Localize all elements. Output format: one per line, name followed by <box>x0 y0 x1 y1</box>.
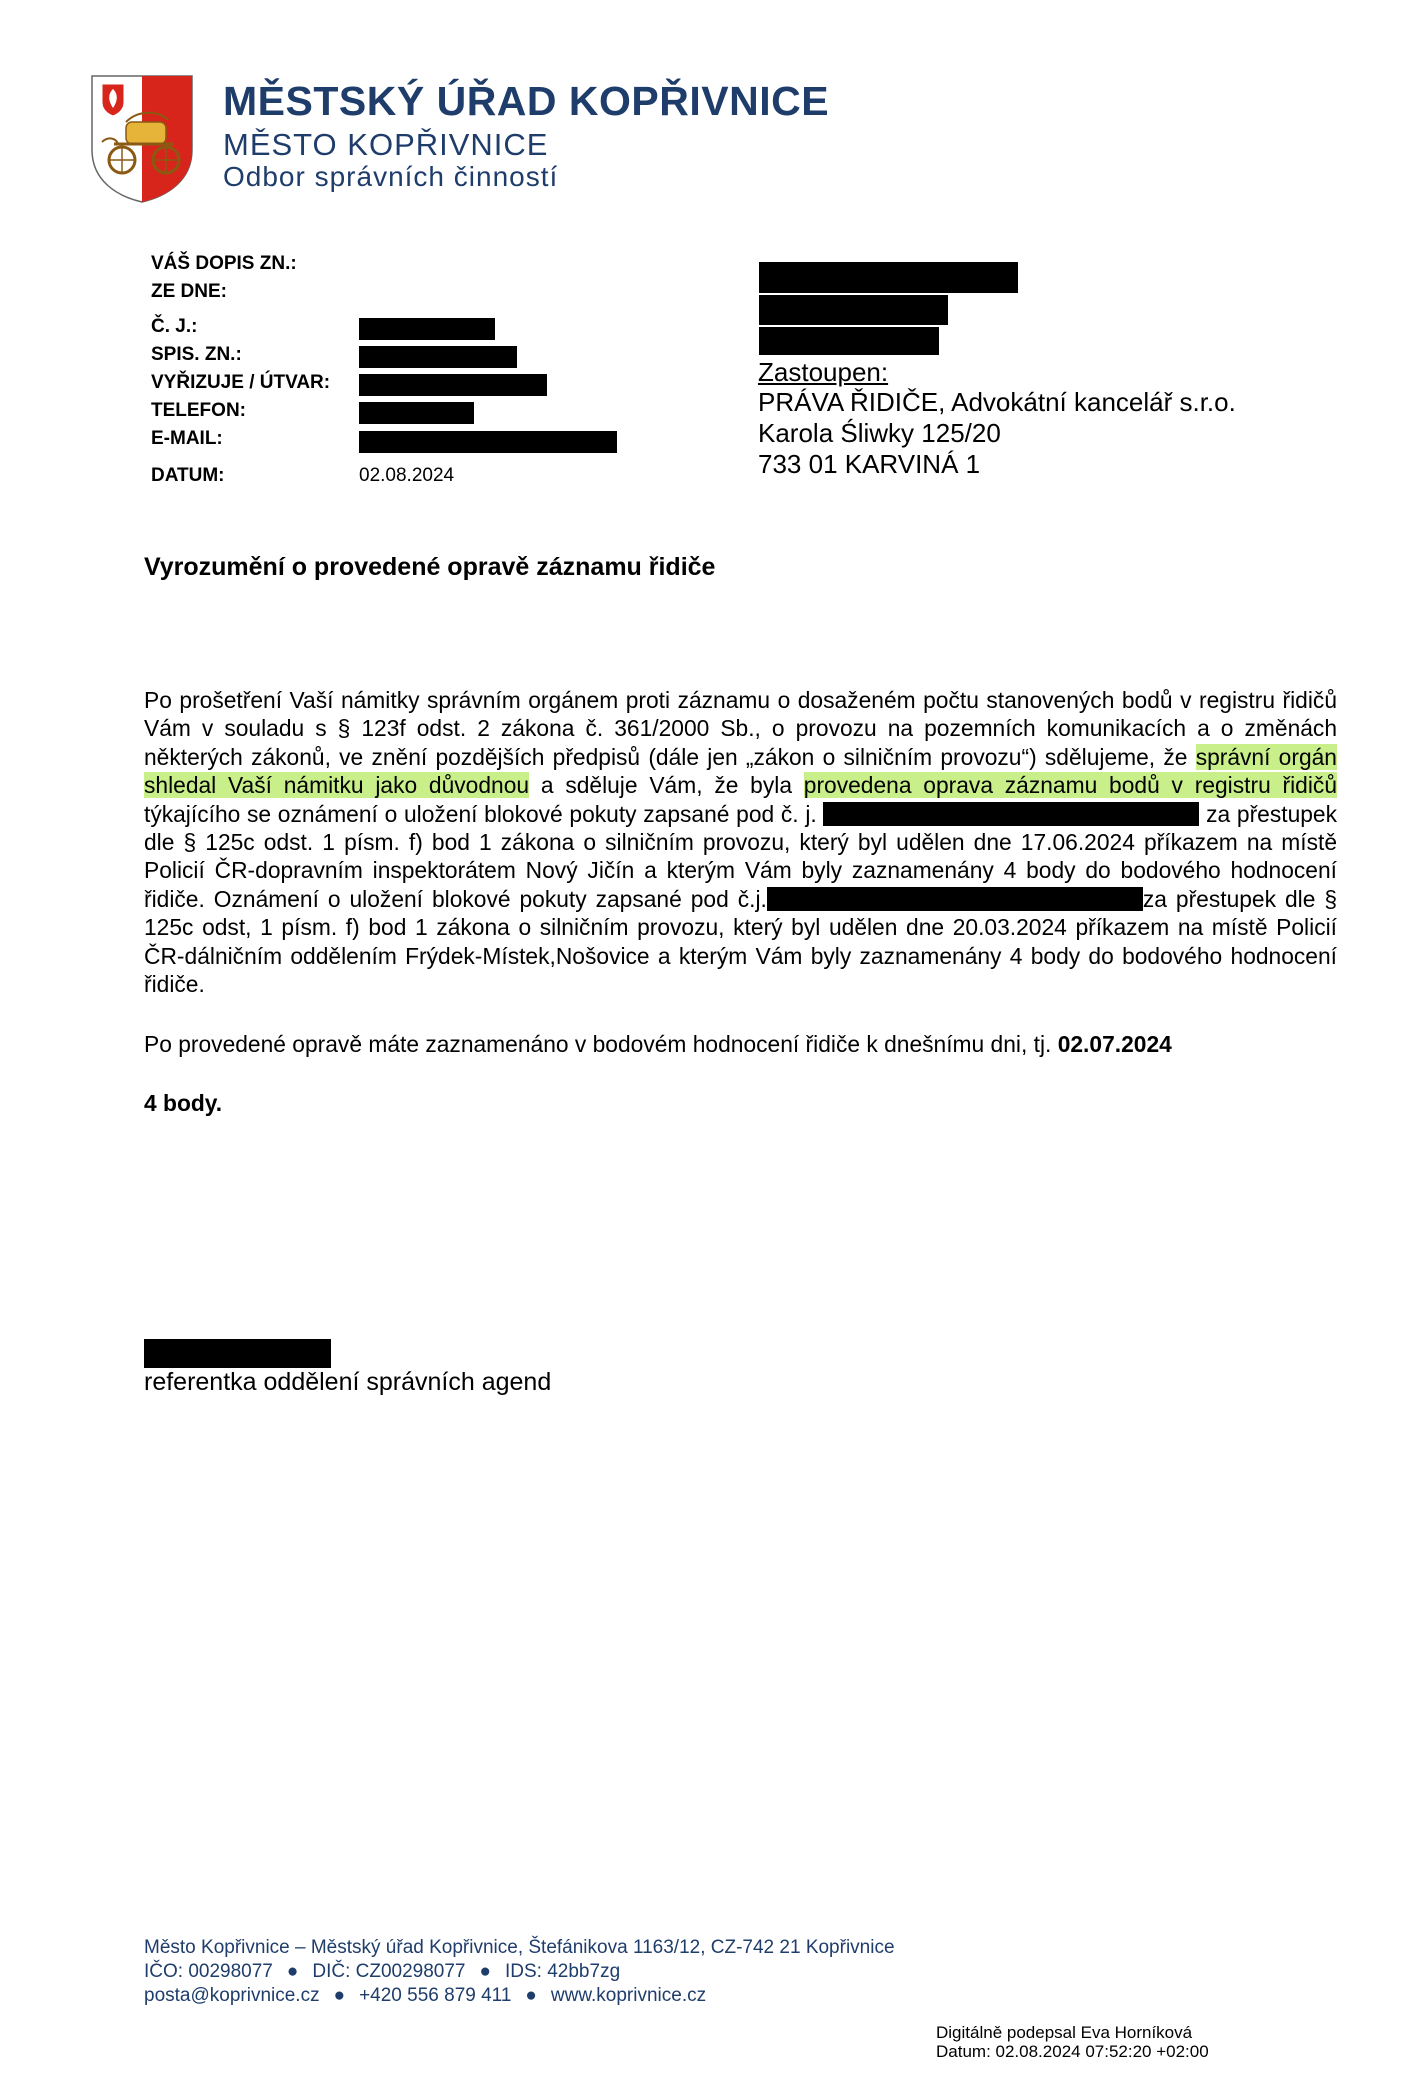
redaction-telefon <box>359 402 474 424</box>
datum-label: DATUM: <box>151 465 225 486</box>
office-subtitle: MĚSTO KOPŘIVNICE <box>223 127 549 162</box>
footer-web[interactable]: www.koprivnice.cz <box>550 1985 707 2006</box>
footer-phone: +420 556 879 411 <box>359 1985 512 2006</box>
redaction-vyrizuje <box>359 374 547 396</box>
bullet-icon: ● <box>479 1961 491 1982</box>
footer-ids: IDS: 42bb7zg <box>505 1961 621 1982</box>
bullet-icon: ● <box>286 1961 299 1982</box>
recipient-name: PRÁVA ŘIDIČE, Advokátní kancelář s.r.o. <box>758 387 1236 417</box>
digital-signature-name: Digitálně podepsal Eva Horníková <box>936 2023 1193 2042</box>
spis-label: SPIS. ZN.: <box>151 344 242 365</box>
redaction-case-number-1 <box>823 802 1199 826</box>
footer-email[interactable]: posta@koprivnice.cz <box>144 1985 320 2006</box>
redaction-cj <box>359 318 495 340</box>
footer-ids-line <box>144 1961 620 1983</box>
body-text-a: Po prošetření Vaší námitky správním orgánem proti záznamu o dosaženém počtu stanovených bodů v registru řidičů Vám v souladu s § 123f odst. 2 zákona č. 361/2000 Sb., o provozu na pozemních komunikacích a o změnách některých zákonů, ve znění pozdějších předpisů (dále jen „zákon o silničním provozu“) sdělujeme, že <box>144 687 1337 770</box>
footer-ico: IČO: 00298077 <box>144 1961 273 1982</box>
redaction-recipient-line3 <box>759 327 939 355</box>
redaction-email <box>359 431 617 453</box>
bullet-icon: ● <box>333 1985 346 2006</box>
points-summary-date: 02.07.2024 <box>1057 1031 1172 1057</box>
redaction-spis <box>359 346 517 368</box>
redaction-case-number-2 <box>767 887 1143 911</box>
datum-value: 02.08.2024 <box>359 465 455 486</box>
body-text-b: a sděluje Vám, že byla <box>529 772 804 799</box>
signatory-role: referentka oddělení správních agend <box>144 1368 552 1396</box>
body-paragraph <box>144 686 1337 998</box>
points-summary <box>144 1031 1172 1058</box>
highlight-correction: provedena oprava záznamu bodů v registru řidičů <box>803 772 1337 799</box>
footer-address: Město Kopřivnice – Městský úřad Kopřivnice, Štefánikova 1163/12, CZ-742 21 Kopřivnice <box>144 1937 895 1958</box>
footer-contact-line <box>144 1985 706 2007</box>
city-crest-icon <box>88 72 196 204</box>
body-text-e: za přestupek dle § 125c odst, 1 písm. f) bod 1 zákona o silničním provozu, který byl udělen dne 20.03.2024 příkazem na místě Policií ČR-dálničním oddělením Frýdek-Místek,Nošovice a kterým Vám byly zaznamenány 4 body do bodového hodnocení řidiče. <box>144 885 1337 998</box>
office-department: Odbor správních činností <box>223 161 559 192</box>
telefon-label: TELEFON: <box>151 400 246 421</box>
ze-dne-label: ZE DNE: <box>151 281 227 302</box>
office-title: MĚSTSKÝ ÚŘAD KOPŘIVNICE <box>223 78 830 124</box>
footer-dic: DIČ: CZ00298077 <box>312 1961 466 1982</box>
represented-label: Zastoupen: <box>758 357 889 387</box>
redaction-recipient-line1 <box>759 262 1018 293</box>
highlight-finding: správní orgán shledal Vaší námitku jako důvodnou <box>144 743 1337 799</box>
body-text-d: za přestupek dle § 125c odst. 1 písm. f) bod 1 zákona o silničním provozu, který byl udělen dne 17.06.2024 příkazem na místě Policií ČR-dopravním inspektorátem Nový Jičín a kterým Vám byly zaznamenány 4 body do bodového hodnocení řidiče. Oznámení o uložení blokové pokuty zapsané pod č.j. <box>144 800 1338 912</box>
points-summary-text: Po provedené opravě máte zaznamenáno v bodovém hodnocení řidiče k dnešnímu dni, tj. <box>144 1031 1058 1057</box>
digital-signature-date: Datum: 02.08.2024 07:52:20 +02:00 <box>936 2042 1209 2061</box>
vyrizuje-label: VYŘIZUJE / ÚTVAR: <box>151 372 331 393</box>
redaction-recipient-line2 <box>759 295 948 325</box>
vas-dopis-label: VÁŠ DOPIS ZN.: <box>151 253 297 274</box>
recipient-street: Karola Śliwky 125/20 <box>758 418 1001 448</box>
bullet-icon: ● <box>525 1985 537 2006</box>
cj-label: Č. J.: <box>151 316 198 337</box>
points-total: 4 body. <box>144 1090 223 1116</box>
redaction-signatory-name <box>144 1339 331 1368</box>
letter-subject: Vyrozumění o provedené opravě záznamu řidiče <box>144 553 716 581</box>
recipient-city: 733 01 KARVINÁ 1 <box>758 449 981 479</box>
body-text-c: týkajícího se oznámení o uložení blokové pokuty zapsané pod č. j. <box>144 800 824 827</box>
email-label: E-MAIL: <box>151 428 223 449</box>
